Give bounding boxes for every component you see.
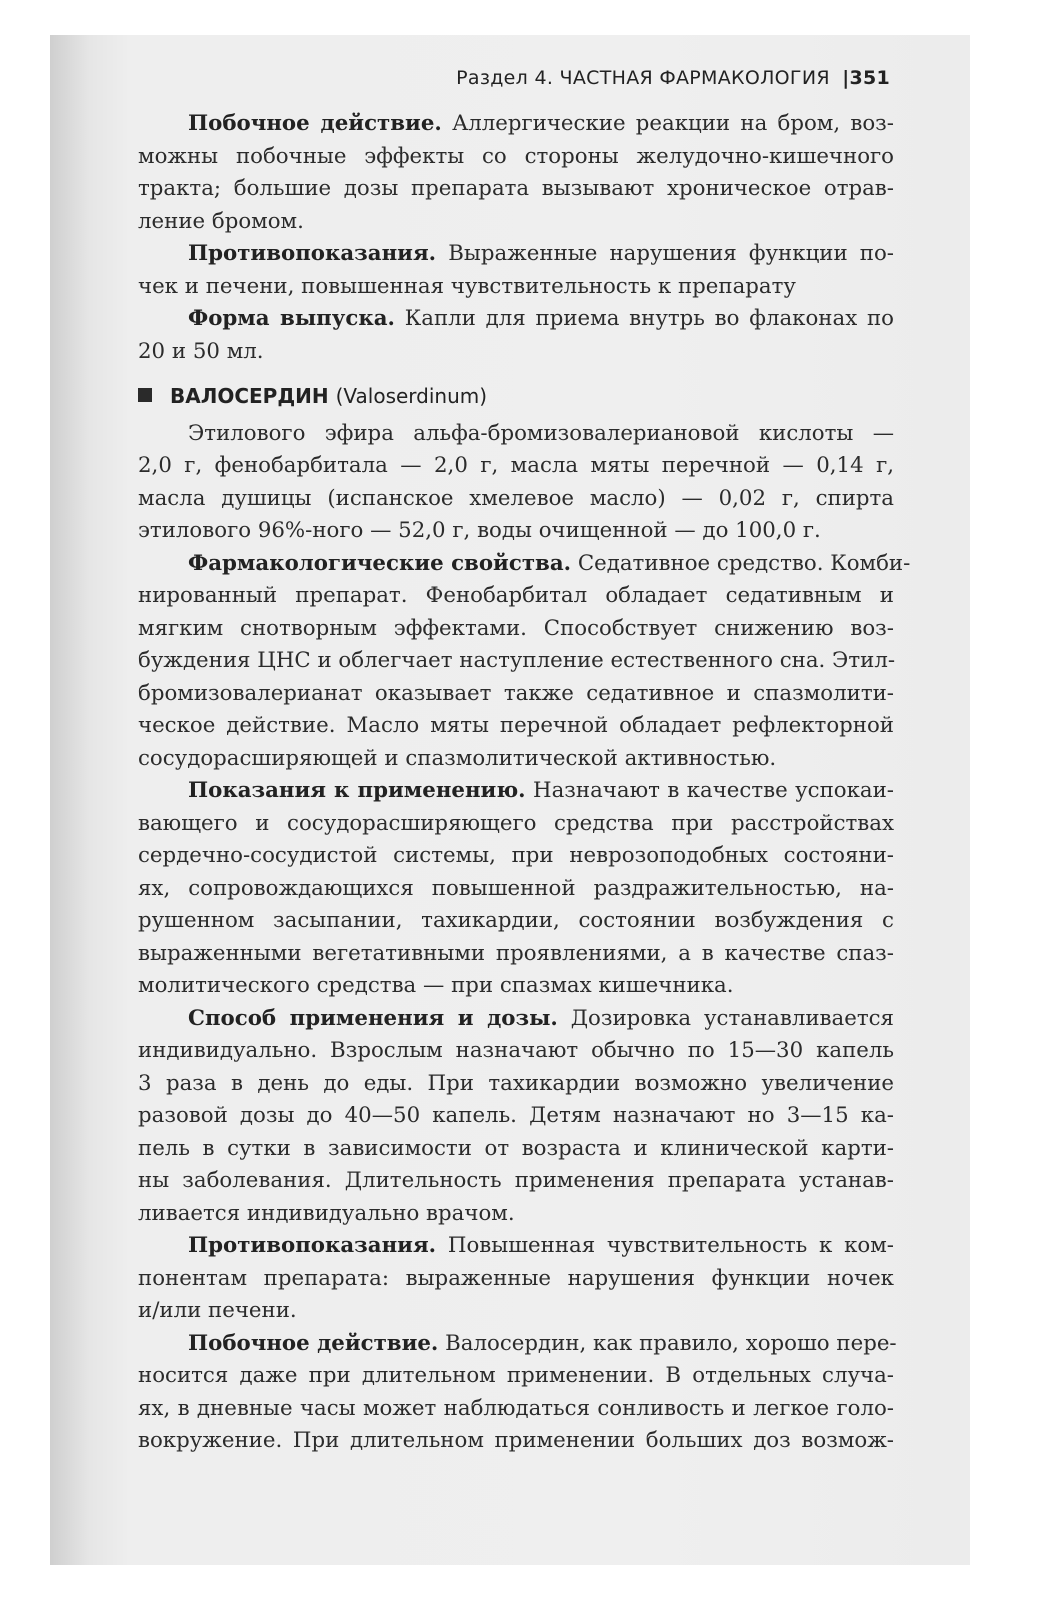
paragraph-line: индивидуально. Взрослым назначают обычно по 15—30 капель [138, 1038, 894, 1063]
paragraph-line: рушенном засыпании, тахикардии, состоянии возбуждения с [138, 908, 894, 933]
page-number: 351 [849, 67, 890, 89]
paragraph-line: ях, сопровождающихся повышенной раздражительностью, на- [138, 875, 894, 901]
paragraph-line: сосудорасширяющей и спазмолитической активностью. [138, 745, 777, 771]
line-text: Выраженные нарушения функции по- [448, 241, 894, 266]
paragraph-line: вокружение. При длительном применении больших доз возмож- [138, 1428, 894, 1453]
paragraph-line: 2,0 г, фенобарбитала — 2,0 г, масла мяты перечной — 0,14 г, [138, 453, 894, 478]
paragraph-line [138, 1328, 897, 1361]
paragraph-line: Этилового эфира альфа-бромизовалериановой кислоты — [188, 420, 894, 446]
line-text: Капли для приема внутрь во флаконах по [404, 306, 894, 331]
paragraph-line: чек и печени, повышенная чувствительность к препарату [138, 273, 796, 299]
paragraph-line: масла душицы (испанское хмелевое масло) — 0,02 г, спирта [138, 485, 894, 511]
paragraph-line [138, 108, 894, 141]
paragraph-term: Побочное действие. [188, 1330, 439, 1356]
paragraph-line [138, 548, 911, 581]
paragraph-line: 20 и 50 мл. [138, 338, 264, 364]
paragraph-line: носится даже при длительном применении. В отдельных случа- [138, 1363, 894, 1388]
paragraph-line: и/или печени. [138, 1298, 297, 1323]
paragraph-term: Побочное действие. [188, 111, 442, 136]
paragraph-line: буждения ЦНС и облегчает наступление естественного сна. Этил- [138, 648, 896, 673]
paragraph-line: этилового 96%-ного — 52,0 г, воды очищенной — до 100,0 г. [138, 518, 821, 543]
paragraph-line: мягким снотворным эффектами. Способствует снижению воз- [138, 615, 894, 641]
paragraph-line: можны побочные эффекты со стороны желудочно-кишечного [138, 143, 894, 169]
drug-latin-name: (Valoserdinum) [335, 384, 488, 408]
paragraph-line: разовой дозы до 40—50 капель. Детям назначают но 3—15 ка- [138, 1103, 894, 1128]
drug-name: ВАЛОСЕРДИН [170, 384, 329, 408]
line-text: Валосердин, как правило, хорошо пере- [445, 1330, 897, 1356]
paragraph-term: Показания к применению. [188, 778, 526, 803]
square-bullet-icon [138, 388, 152, 402]
paragraph-line [138, 775, 894, 808]
paragraph-line: 3 раза в день до еды. При тахикардии возможно увеличение [138, 1070, 894, 1096]
line-text: Седативное средство. Комби- [577, 550, 911, 576]
line-text: Повышенная чувствительность к ком- [447, 1233, 894, 1258]
paragraph-line: вающего и сосудорасширяющего средства при расстройствах [138, 810, 894, 836]
paragraph-line: выраженными вегетативными проявлениями, а в качестве спаз- [138, 940, 894, 966]
paragraph-term: Противопоказания. [188, 1233, 437, 1258]
scanned-page [50, 35, 970, 1565]
paragraph-line: пель в сутки в зависимости от возраста и клинической карти- [138, 1135, 894, 1161]
paragraph-line: ях, в дневные часы может наблюдаться сонливость и легкое голо- [138, 1395, 894, 1421]
paragraph-term: Противопоказания. [188, 241, 437, 266]
paragraph-line: понентам препарата: выраженные нарушения функции ночек [138, 1265, 894, 1291]
paragraph-line: ление бромом. [138, 208, 304, 234]
paragraph-line [138, 1230, 894, 1263]
header-section-title: Раздел 4. ЧАСТНАЯ ФАРМАКОЛОГИЯ [456, 67, 830, 89]
line-text: Аллергические реакции на бром, воз- [452, 111, 894, 136]
paragraph-line [138, 238, 894, 271]
paragraph-line: ны заболевания. Длительность применения препарата устанав- [138, 1168, 894, 1193]
line-text: Дозировка устанавливается [570, 1005, 894, 1031]
page-body [138, 108, 911, 1458]
paragraph-term: Форма выпуска. [188, 306, 395, 331]
header-separator: | [842, 67, 850, 89]
paragraph-line: бромизовалерианат оказывает также седативное и спазмолити- [138, 680, 894, 706]
line-text: Назначают в качестве успокаи- [533, 778, 895, 803]
paragraph-line: молитического средства — при спазмах кишечника. [138, 973, 734, 998]
paragraph-term: Фармакологические свойства. [188, 550, 572, 576]
paragraph-line: тракта; большие дозы препарата вызывают хроническое отрав- [138, 176, 894, 201]
paragraph-line: сердечно-сосудистой системы, при неврозоподобных состояни- [138, 843, 894, 868]
paragraph-line [138, 1003, 894, 1036]
paragraph-line: нированный препарат. Фенобарбитал обладает седативным и [138, 583, 894, 608]
paragraph-line: ливается индивидуально врачом. [138, 1200, 515, 1226]
drug-heading [138, 380, 894, 413]
paragraph-line: ческое действие. Масло мяты перечной обладает рефлекторной [138, 713, 894, 738]
paragraph-term: Способ применения и дозы. [188, 1005, 558, 1031]
running-header [50, 67, 890, 89]
paragraph-line [138, 303, 894, 336]
